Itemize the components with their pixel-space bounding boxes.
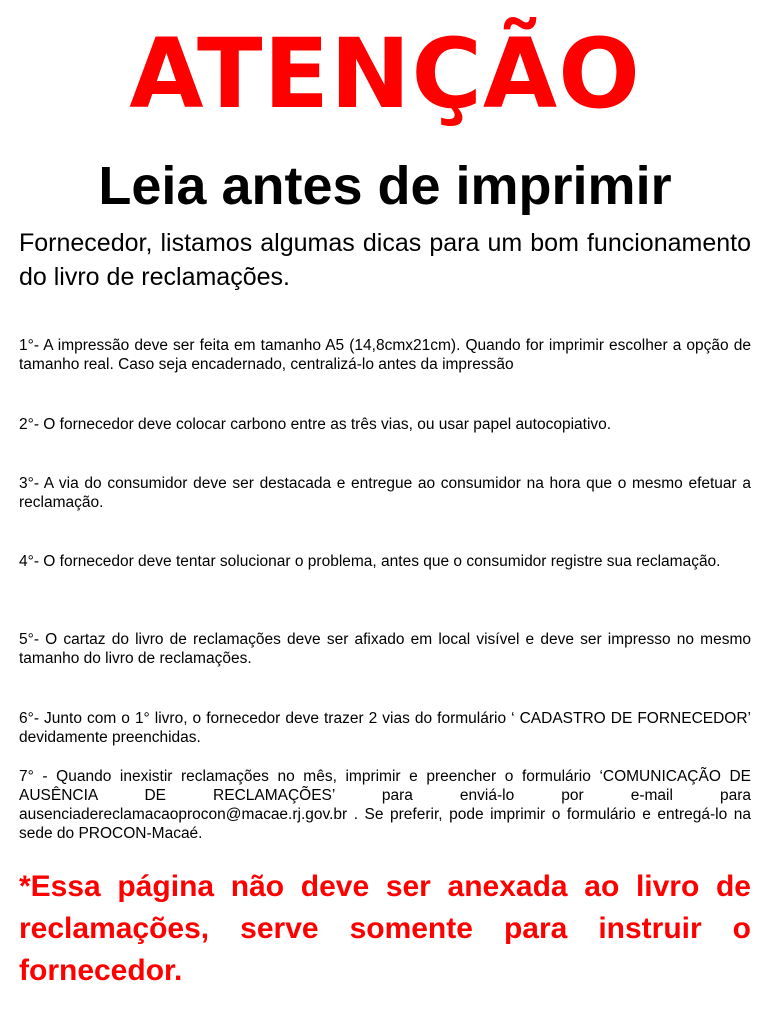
instruction-item-1: 1°- A impressão deve ser feita em tamanho A5 (14,8cmx21cm). Quando for imprimir escolher a opção de tamanho real. Caso seja encadernado, centralizá-lo antes da impressão — [19, 337, 751, 373]
intro-paragraph: Fornecedor, listamos algumas dicas para um bom funcionamento do livro de reclamações. — [19, 229, 751, 291]
instruction-item-3: 3°- A via do consumidor deve ser destacada e entregue ao consumidor na hora que o mesmo efetuar a reclamação. — [19, 475, 751, 511]
main-title: ATENÇÃO — [129, 18, 641, 130]
warning-note: *Essa página não deve ser anexada ao livro de reclamações, serve somente para instruir o fornecedor. — [19, 870, 751, 987]
subtitle: Leia antes de imprimir — [98, 156, 672, 216]
instruction-item-7: 7° - Quando inexistir reclamações no mês, imprimir e preencher o formulário ‘COMUNICAÇÃO DE AUSÊNCIA DE RECLAMAÇÕES’ para enviá-lo por e-mail para ausenciadereclamacaoprocon@macae.rj.gov.br . Se preferir, pode imprimir o formulário e entregá-lo na sede do PROCON-Macaé. — [19, 768, 751, 842]
instruction-item-2: 2°- O fornecedor deve colocar carbono entre as três vias, ou usar papel autocopiativo. — [19, 416, 612, 433]
instruction-item-4: 4°- O fornecedor deve tentar solucionar o problema, antes que o consumidor registre sua reclamação. — [19, 553, 721, 570]
instruction-item-5: 5°- O cartaz do livro de reclamações deve ser afixado em local visível e deve ser impresso no mesmo tamanho do livro de reclamações. — [19, 631, 751, 667]
instruction-item-6: 6°- Junto com o 1° livro, o fornecedor deve trazer 2 vias do formulário ‘ CADASTRO DE FORNECEDOR’ devidamente preenchidas. — [19, 710, 751, 746]
